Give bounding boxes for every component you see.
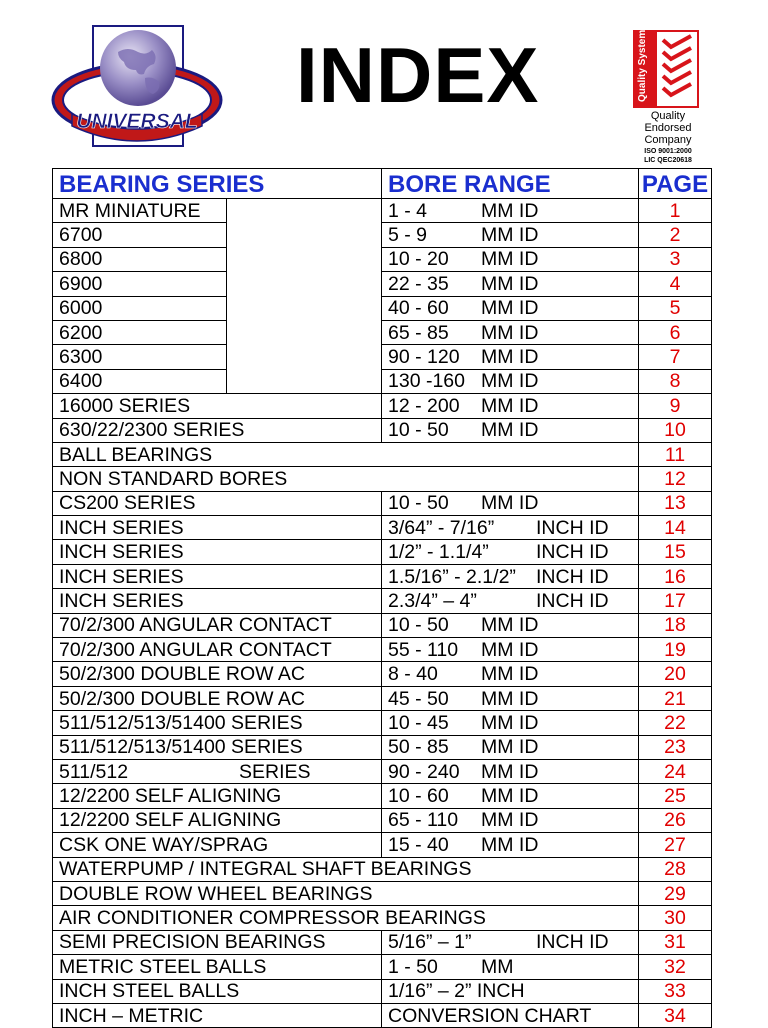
series-blank-cell [227, 272, 382, 296]
bore-range-cell [382, 613, 639, 637]
page-number-cell: 31 [639, 930, 712, 954]
table-row [53, 638, 712, 662]
bore-value: 5 - 9 [388, 224, 428, 247]
quality-system-badge [632, 30, 732, 170]
page-number-cell: 20 [639, 662, 712, 686]
page-number-cell: 9 [639, 394, 712, 418]
series-cell: 6300 [53, 345, 227, 369]
table-row [53, 223, 712, 247]
bore-value: 1.5/16” - 2.1/2” [388, 565, 516, 588]
bore-range-cell [382, 540, 639, 564]
bore-range-cell [382, 394, 639, 418]
table-row [53, 418, 712, 442]
bore-range-cell [382, 955, 639, 979]
series-cell: INCH SERIES [53, 516, 382, 540]
bore-value: 90 - 120 [388, 346, 460, 369]
bore-value: 10 - 20 [388, 248, 449, 271]
quality-checkmark-icon [633, 30, 703, 110]
iso-cert: ISO 9001:2000 [644, 148, 692, 155]
bore-range-cell [382, 833, 639, 857]
page-number-cell: 29 [639, 881, 712, 905]
universal-brand-text: UNIVERSAL [76, 110, 198, 133]
header-page: PAGE [639, 169, 712, 199]
bore-value: 3/64” - 7/16” [388, 516, 495, 539]
bore-value: CONVERSION CHART [388, 1004, 592, 1027]
globe-logo-icon [50, 22, 225, 150]
bore-range-cell [382, 564, 639, 588]
bore-range-cell [382, 808, 639, 832]
table-row [53, 833, 712, 857]
page-number-cell: 26 [639, 808, 712, 832]
bore-unit: MM ID [481, 370, 539, 393]
table-row [53, 686, 712, 710]
bore-unit: MM ID [481, 809, 539, 832]
bore-range-cell [382, 662, 639, 686]
table-row [53, 272, 712, 296]
page-number-cell: 12 [639, 467, 712, 491]
series-cell: INCH SERIES [53, 564, 382, 588]
bore-value: 8 - 40 [388, 663, 438, 686]
table-row [53, 662, 712, 686]
page-number-cell: 8 [639, 369, 712, 393]
quality-endorsed-text [632, 110, 704, 146]
bore-unit: MM ID [481, 785, 539, 808]
bore-unit: MM [481, 955, 514, 978]
bore-unit: INCH ID [536, 931, 609, 954]
table-row [53, 564, 712, 588]
bore-range-cell [382, 199, 639, 223]
series-blank-cell [227, 369, 382, 393]
page-number-cell: 17 [639, 589, 712, 613]
bore-unit: MM ID [481, 321, 539, 344]
page-number-cell: 16 [639, 564, 712, 588]
table-row [53, 516, 712, 540]
bore-value: 40 - 60 [388, 297, 449, 320]
bore-value: 10 - 60 [388, 785, 449, 808]
table-row [53, 369, 712, 393]
bore-unit: MM ID [481, 297, 539, 320]
bore-unit: INCH ID [536, 589, 609, 612]
bore-value: 2.3/4” – 4” [388, 589, 477, 612]
bore-range-cell [382, 735, 639, 759]
page-number-cell: 24 [639, 759, 712, 783]
series-cell: 6700 [53, 223, 227, 247]
bore-range-cell [382, 686, 639, 710]
bore-range-cell [382, 272, 639, 296]
page-number-cell: 34 [639, 1003, 712, 1027]
series-cell: 12/2200 SELF ALIGNING [53, 808, 382, 832]
bore-value: 10 - 50 [388, 492, 449, 515]
series-cell: INCH STEEL BALLS [53, 979, 382, 1003]
header-bore-range: BORE RANGE [382, 169, 639, 199]
bore-value: 65 - 85 [388, 321, 449, 344]
header-bearing-series: BEARING SERIES [53, 169, 382, 199]
page-number-cell: 1 [639, 199, 712, 223]
bore-range-cell [382, 1003, 639, 1027]
bore-range-cell [382, 418, 639, 442]
bore-unit: MM ID [481, 736, 539, 759]
series-cell: 70/2/300 ANGULAR CONTACT [53, 613, 382, 637]
bore-range-cell [382, 345, 639, 369]
series-blank-cell [227, 345, 382, 369]
bore-range-cell [382, 979, 639, 1003]
series-cell: 6400 [53, 369, 227, 393]
table-row [53, 784, 712, 808]
bore-value: 55 - 110 [388, 638, 459, 661]
table-row [53, 540, 712, 564]
bore-value: 1 - 4 [388, 199, 428, 222]
series-cell: BALL BEARINGS [53, 442, 639, 466]
series-blank-cell [227, 320, 382, 344]
page-number-cell: 22 [639, 711, 712, 735]
table-row [53, 589, 712, 613]
page-number-cell: 13 [639, 491, 712, 515]
page-number-cell: 30 [639, 906, 712, 930]
table-row [53, 247, 712, 271]
bore-value: 1/16” – 2” INCH [388, 980, 525, 1003]
bore-range-cell [382, 491, 639, 515]
series-cell: 6800 [53, 247, 227, 271]
table-row [53, 442, 712, 466]
series-cell: 50/2/300 DOUBLE ROW AC [53, 686, 382, 710]
page-number-cell: 25 [639, 784, 712, 808]
bore-range-cell [382, 247, 639, 271]
bore-unit: MM ID [481, 224, 539, 247]
series-blank-cell [227, 296, 382, 320]
table-row [53, 320, 712, 344]
bore-range-cell [382, 930, 639, 954]
table-row [53, 394, 712, 418]
series-cell: CSK ONE WAY/SPRAG [53, 833, 382, 857]
series-cell: 6900 [53, 272, 227, 296]
series-cell: METRIC STEEL BALLS [53, 955, 382, 979]
bore-unit: MM ID [481, 760, 539, 783]
series-cell: 50/2/300 DOUBLE ROW AC [53, 662, 382, 686]
table-row [53, 857, 712, 881]
bore-unit: MM ID [481, 492, 539, 515]
bore-value: 12 - 200 [388, 394, 460, 417]
bore-unit: MM ID [481, 248, 539, 271]
bore-range-cell [382, 296, 639, 320]
bore-unit: MM ID [481, 272, 539, 295]
series-text: 511/512 [59, 760, 129, 783]
bore-unit: INCH ID [536, 516, 609, 539]
page-number-cell: 21 [639, 686, 712, 710]
bore-unit: MM ID [481, 687, 539, 710]
bore-range-cell [382, 516, 639, 540]
series-suffix: SERIES [239, 760, 311, 783]
table-header [53, 169, 712, 199]
quality-line-1: Quality [650, 110, 686, 122]
page-number-cell: 4 [639, 272, 712, 296]
series-cell: WATERPUMP / INTEGRAL SHAFT BEARINGS [53, 857, 639, 881]
page-number-cell: 11 [639, 442, 712, 466]
bore-range-cell [382, 369, 639, 393]
table-row [53, 759, 712, 783]
table-row [53, 906, 712, 930]
bore-range-cell [382, 638, 639, 662]
table-row [53, 955, 712, 979]
page-number-cell: 2 [639, 223, 712, 247]
series-cell: 511/512/513/51400 SERIES [53, 735, 382, 759]
index-table [52, 168, 712, 1028]
page-number-cell: 3 [639, 247, 712, 271]
series-cell [53, 759, 382, 783]
page-number-cell: 15 [639, 540, 712, 564]
series-cell: SEMI PRECISION BEARINGS [53, 930, 382, 954]
series-cell: INCH – METRIC [53, 1003, 382, 1027]
bore-value: 5/16” – 1” [388, 931, 472, 954]
series-cell: DOUBLE ROW WHEEL BEARINGS [53, 881, 639, 905]
table-row [53, 296, 712, 320]
series-cell: 12/2200 SELF ALIGNING [53, 784, 382, 808]
bore-unit: MM ID [481, 419, 539, 442]
bore-value: 130 -160 [388, 370, 465, 393]
table-row [53, 881, 712, 905]
bore-value: 1 - 50 [388, 955, 438, 978]
page-number-cell: 33 [639, 979, 712, 1003]
bore-unit: MM ID [481, 614, 539, 637]
series-cell: NON STANDARD BORES [53, 467, 639, 491]
bore-unit: INCH ID [536, 565, 609, 588]
bore-value: 65 - 110 [388, 809, 459, 832]
bore-value: 10 - 45 [388, 711, 449, 734]
series-blank-cell [227, 223, 382, 247]
bore-value: 90 - 240 [388, 760, 460, 783]
page-number-cell: 19 [639, 638, 712, 662]
series-cell: INCH SERIES [53, 540, 382, 564]
page-number-cell: 10 [639, 418, 712, 442]
license-number: LIC QEC20618 [644, 157, 692, 164]
table-row [53, 467, 712, 491]
series-cell: CS200 SERIES [53, 491, 382, 515]
table-row [53, 199, 712, 223]
series-cell: 6200 [53, 320, 227, 344]
page-title: INDEX [296, 31, 540, 119]
series-blank-cell [227, 199, 382, 223]
table-row [53, 345, 712, 369]
bore-range-cell [382, 759, 639, 783]
bore-range-cell [382, 784, 639, 808]
series-cell: 16000 SERIES [53, 394, 382, 418]
bore-range-cell [382, 589, 639, 613]
page-number-cell: 18 [639, 613, 712, 637]
bore-value: 22 - 35 [388, 272, 449, 295]
series-cell: 6000 [53, 296, 227, 320]
bore-value: 10 - 50 [388, 614, 449, 637]
bore-value: 1/2” - 1.1/4” [388, 541, 489, 564]
universal-logo [50, 22, 225, 150]
bore-unit: MM ID [481, 711, 539, 734]
bore-range-cell [382, 320, 639, 344]
page-number-cell: 6 [639, 320, 712, 344]
bore-range-cell [382, 711, 639, 735]
quality-line-3: Company [644, 134, 692, 146]
series-cell: 511/512/513/51400 SERIES [53, 711, 382, 735]
table-row [53, 1003, 712, 1027]
page-number-cell: 32 [639, 955, 712, 979]
series-blank-cell [227, 247, 382, 271]
bore-value: 10 - 50 [388, 419, 449, 442]
bore-unit: MM ID [481, 833, 539, 856]
table-row [53, 735, 712, 759]
series-cell: INCH SERIES [53, 589, 382, 613]
bore-value: 15 - 40 [388, 833, 449, 856]
table-row [53, 979, 712, 1003]
bore-unit: MM ID [481, 346, 539, 369]
bore-unit: INCH ID [536, 541, 609, 564]
bore-unit: MM ID [481, 638, 539, 661]
bore-range-cell [382, 223, 639, 247]
bore-unit: MM ID [481, 199, 539, 222]
quality-line-2: Endorsed [644, 122, 692, 134]
bore-unit: MM ID [481, 663, 539, 686]
page-number-cell: 27 [639, 833, 712, 857]
page-number-cell: 23 [639, 735, 712, 759]
bore-value: 45 - 50 [388, 687, 449, 710]
page-number-cell: 14 [639, 516, 712, 540]
series-cell: 70/2/300 ANGULAR CONTACT [53, 638, 382, 662]
series-cell: MR MINIATURE [53, 199, 227, 223]
table-row [53, 491, 712, 515]
series-cell: AIR CONDITIONER COMPRESSOR BEARINGS [53, 906, 639, 930]
bore-value: 50 - 85 [388, 736, 449, 759]
page-number-cell: 28 [639, 857, 712, 881]
table-row [53, 808, 712, 832]
bore-unit: MM ID [481, 394, 539, 417]
table-row [53, 930, 712, 954]
svg-text:Quality System: Quality System [637, 30, 648, 102]
table-row [53, 613, 712, 637]
page-number-cell: 7 [639, 345, 712, 369]
table-row [53, 711, 712, 735]
page-number-cell: 5 [639, 296, 712, 320]
series-cell: 630/22/2300 SERIES [53, 418, 382, 442]
